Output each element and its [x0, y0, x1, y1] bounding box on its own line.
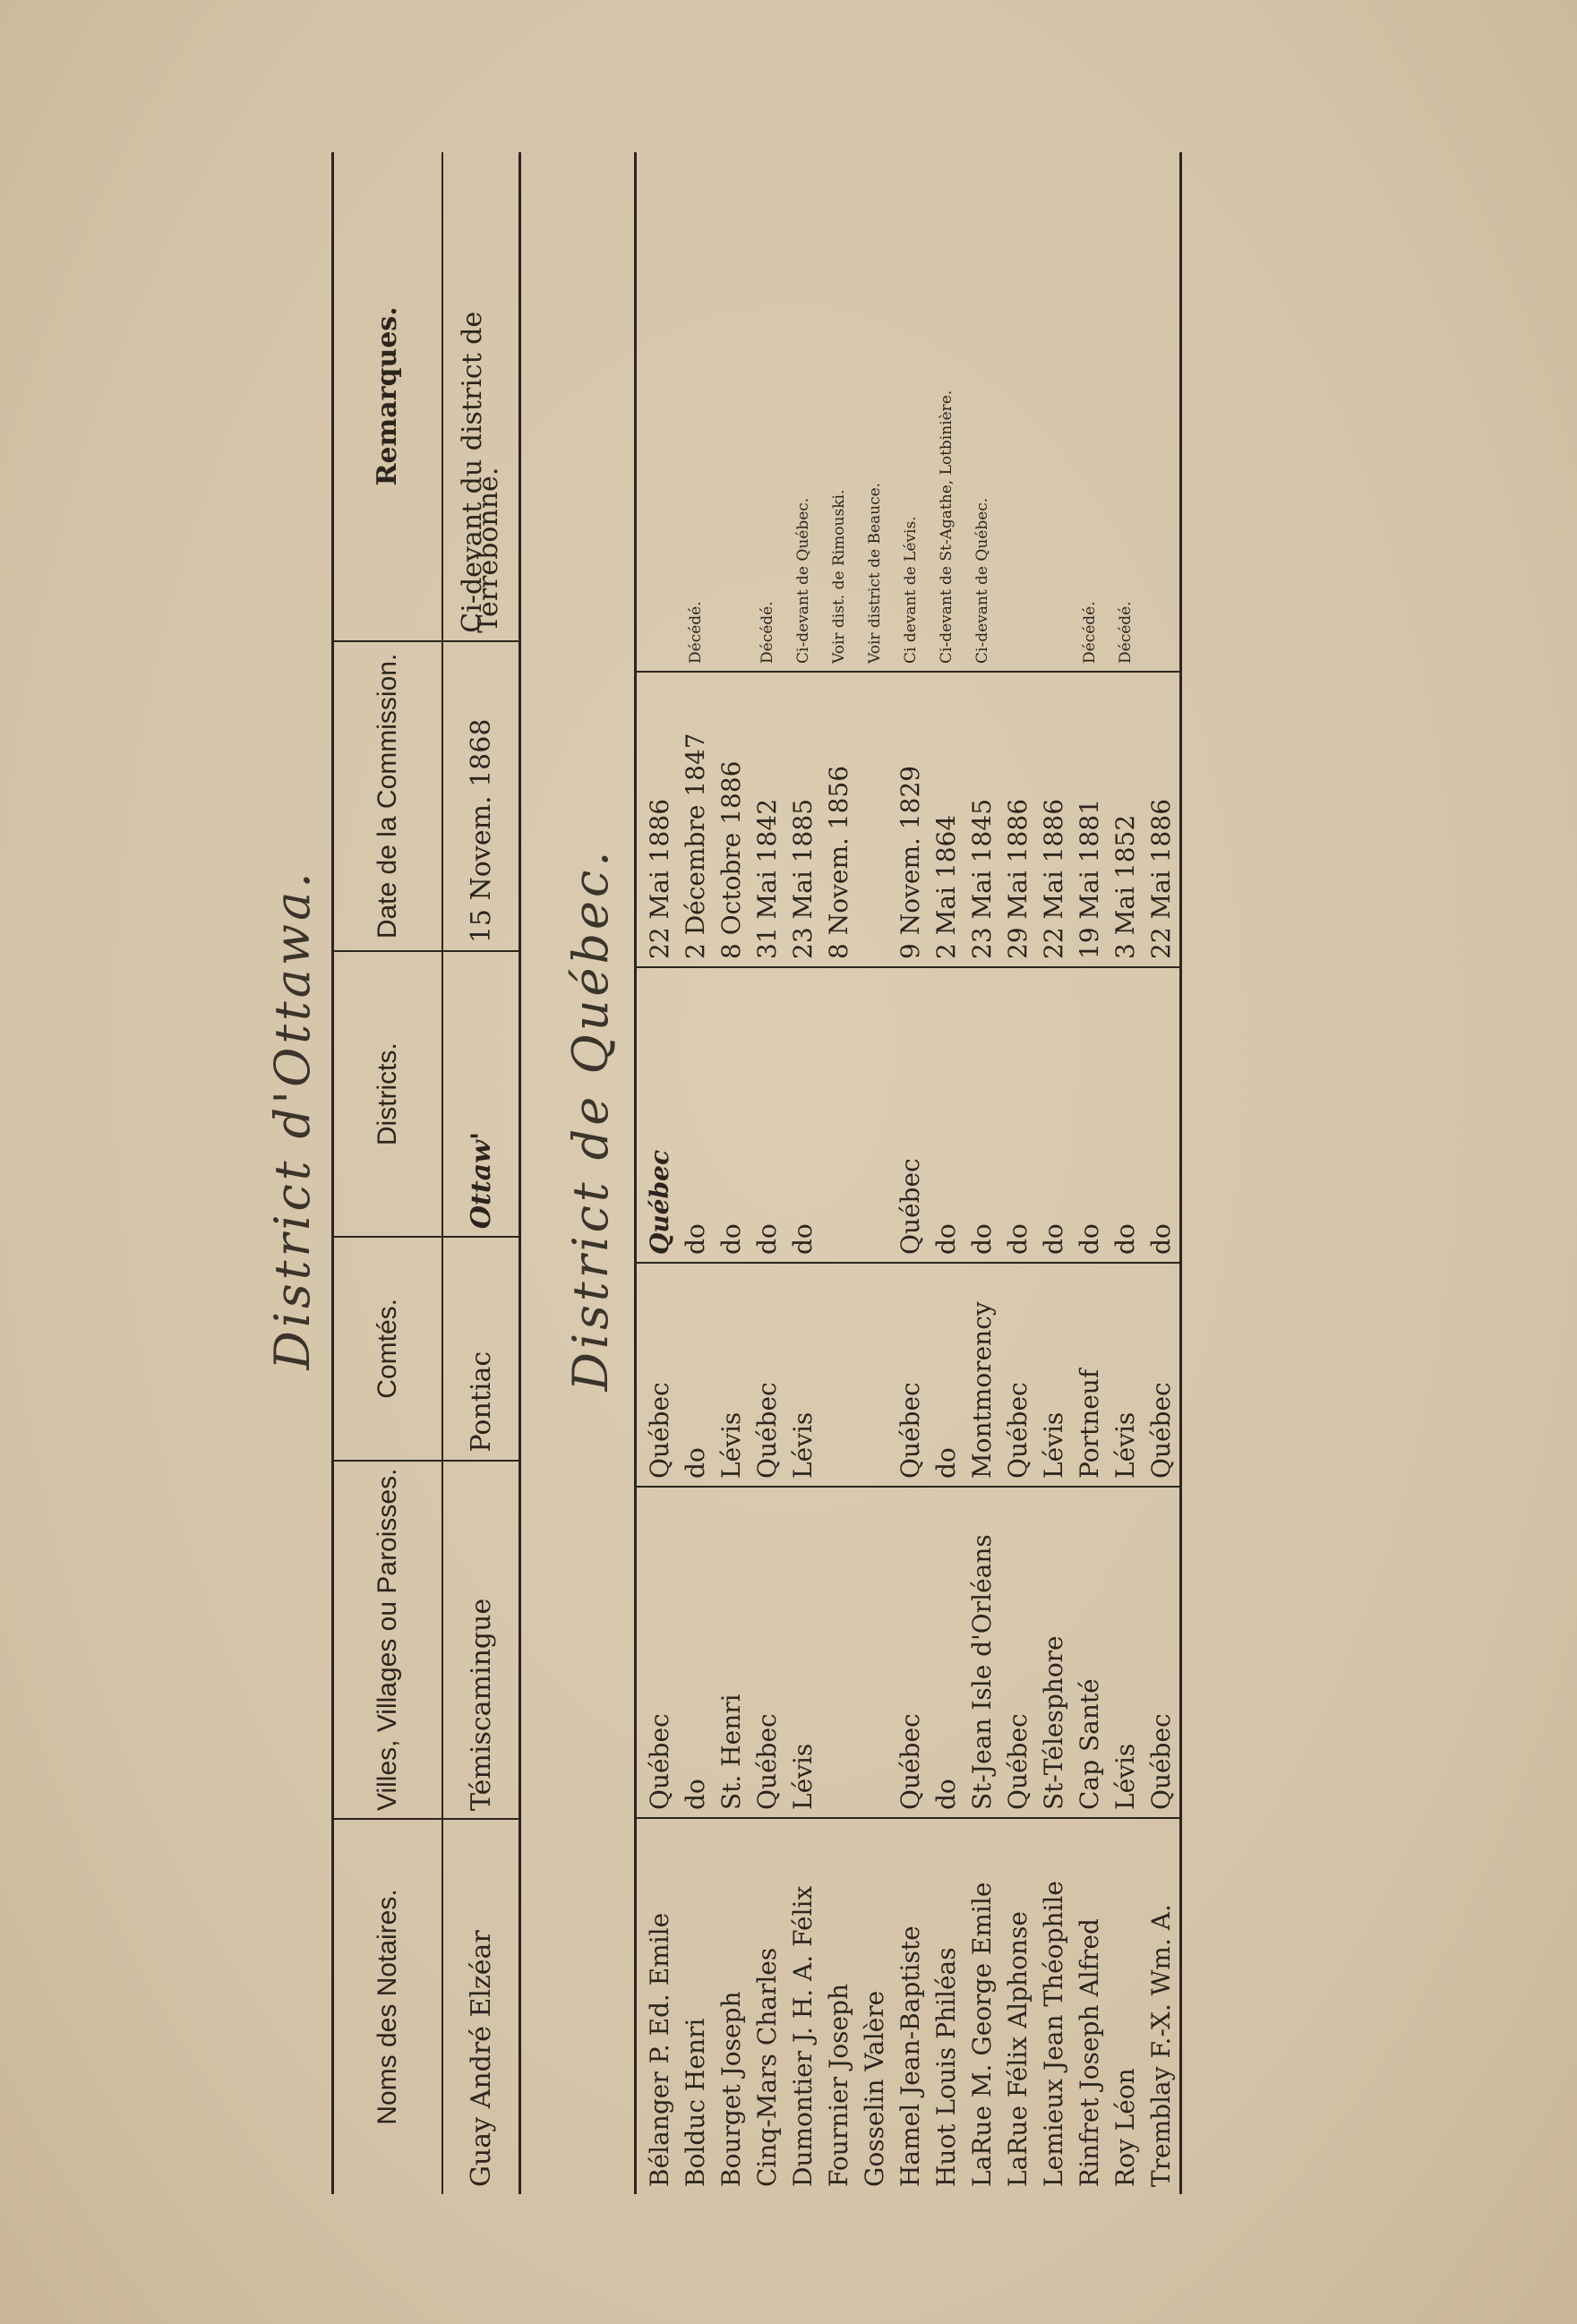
cell-name: Fournier Joseph — [824, 1984, 853, 2187]
section-title-ottawa: District d'Ottawa. — [264, 869, 321, 1370]
cell-place: Témiscamingue — [442, 1461, 520, 1819]
cell-comte: Lévis — [785, 1263, 821, 1487]
cell-comte: Lévis — [1036, 1263, 1072, 1487]
cell-remarks — [636, 152, 679, 672]
cell-remarks: Ci-devant de St-Agathe, Lotbinière. — [929, 152, 964, 672]
cell-district: do — [678, 967, 714, 1263]
cell-place: Québec — [750, 1487, 785, 1818]
table-row — [964, 152, 1000, 2194]
table-row — [821, 152, 857, 2194]
cell-district — [821, 967, 857, 1263]
cell-date: 9 Novem. 1829 — [893, 672, 929, 967]
cell-remarks: Décédé. — [1072, 152, 1108, 672]
cell-place: Cap Santé — [1072, 1487, 1108, 1818]
cell-place: Québec — [1144, 1487, 1181, 1818]
cell-district: do — [714, 967, 750, 1263]
cell-comte: Québec — [1144, 1263, 1181, 1487]
table-row — [678, 152, 714, 2194]
rotated-content — [143, 45, 1397, 2194]
cell-district: do — [1036, 967, 1072, 1263]
cell-district: Québec — [636, 967, 679, 1263]
cell-date: 23 Mai 1845 — [964, 672, 1000, 967]
cell-place: Lévis — [785, 1487, 821, 1818]
cell-district: do — [929, 967, 964, 1263]
ottawa-table — [331, 152, 521, 2194]
cell-name: Bélanger P. Ed. Emile — [645, 1912, 674, 2187]
cell-date: 31 Mai 1842 — [750, 672, 785, 967]
cell-name: Bourget Joseph — [716, 1991, 746, 2187]
header-date: Date de la Commission. — [333, 641, 443, 951]
cell-comte: Lévis — [714, 1263, 750, 1487]
cell-remarks — [714, 152, 750, 672]
table-row — [442, 152, 520, 2194]
cell-district: do — [964, 967, 1000, 1263]
cell-district: do — [1072, 967, 1108, 1263]
cell-comte: Québec — [1000, 1263, 1036, 1487]
cell-remarks: Ci-devant de Québec. — [785, 152, 821, 672]
table-row — [857, 152, 893, 2194]
table-row — [636, 152, 679, 2194]
cell-comte: Québec — [636, 1263, 679, 1487]
cell-date: 22 Mai 1886 — [1036, 672, 1072, 967]
cell-remarks: Ci devant de Lévis. — [893, 152, 929, 672]
section-title-quebec: District de Québec. — [562, 847, 619, 1392]
cell-date: 15 Novem. 1868 — [442, 641, 520, 951]
cell-place: Québec — [636, 1487, 679, 1818]
table-row — [785, 152, 821, 2194]
cell-date: 3 Mai 1852 — [1108, 672, 1144, 967]
cell-date: 2 Mai 1864 — [929, 672, 964, 967]
cell-place: St-Jean Isle d'Orléans — [964, 1487, 1000, 1818]
cell-name: Lemieux Jean Théophile — [1039, 1881, 1068, 2187]
cell-comte: do — [929, 1263, 964, 1487]
cell-district: do — [785, 967, 821, 1263]
cell-district: do — [1144, 967, 1181, 1263]
cell-date: 19 Mai 1881 — [1072, 672, 1108, 967]
table-row — [1072, 152, 1108, 2194]
table-row — [1108, 152, 1144, 2194]
cell-place: do — [929, 1487, 964, 1818]
cell-remarks: Ci-devant de Québec. — [964, 152, 1000, 672]
cell-date: 23 Mai 1885 — [785, 672, 821, 967]
cell-place: St. Henri — [714, 1487, 750, 1818]
cell-place — [821, 1487, 857, 1818]
table-header-row — [333, 152, 443, 2194]
cell-place: Québec — [893, 1487, 929, 1818]
table-row — [893, 152, 929, 2194]
cell-name: Rinfret Joseph Alfred — [1075, 1918, 1104, 2187]
header-district: Districts. — [333, 951, 443, 1237]
cell-remarks: Décédé. — [750, 152, 785, 672]
cell-district: Ottaw' — [442, 951, 520, 1237]
cell-place — [857, 1487, 893, 1818]
cell-date: 29 Mai 1886 — [1000, 672, 1036, 967]
table-row — [1144, 152, 1181, 2194]
cell-district: do — [1000, 967, 1036, 1263]
cell-remarks: Voir dist. de Rimouski. — [821, 152, 857, 672]
cell-name: Roy Léon — [1110, 2068, 1140, 2187]
cell-date: 2 Décembre 1847 — [678, 672, 714, 967]
cell-district: do — [750, 967, 785, 1263]
cell-comte: Québec — [750, 1263, 785, 1487]
cell-place: do — [678, 1487, 714, 1818]
cell-date: 22 Mai 1886 — [1144, 672, 1181, 967]
cell-name: Guay André Elzéar — [465, 1930, 497, 2187]
cell-remarks: Décédé. — [678, 152, 714, 672]
cell-remarks: Voir district de Beauce. — [857, 152, 893, 672]
cell-name: Bolduc Henri — [681, 2018, 710, 2187]
cell-comte: Pontiac — [442, 1237, 520, 1460]
cell-name: Dumontier J. H. A. Félix — [788, 1885, 818, 2187]
cell-date: 8 Octobre 1886 — [714, 672, 750, 967]
cell-name: Tremblay F.-X. Wm. A. — [1146, 1904, 1176, 2187]
cell-remarks: Décédé. — [1108, 152, 1144, 672]
cell-comte — [857, 1263, 893, 1487]
cell-date: 22 Mai 1886 — [636, 672, 679, 967]
cell-remarks — [1000, 152, 1036, 672]
cell-name: Huot Louis Philéas — [931, 1947, 961, 2187]
cell-remarks: Ci-devant du district de Terrebonne. — [442, 152, 520, 641]
cell-comte: do — [678, 1263, 714, 1487]
table-row — [1036, 152, 1072, 2194]
cell-comte — [821, 1263, 857, 1487]
cell-name: LaRue M. George Emile — [967, 1882, 997, 2187]
table-row — [714, 152, 750, 2194]
quebec-table — [634, 152, 1182, 2194]
table-row — [750, 152, 785, 2194]
cell-place: St-Télesphore — [1036, 1487, 1072, 1818]
cell-place: Québec — [1000, 1487, 1036, 1818]
header-remarks: Remarques. — [333, 152, 443, 641]
cell-name: Gosselin Valère — [860, 1990, 889, 2187]
cell-comte: Québec — [893, 1263, 929, 1487]
cell-comte: Portneuf — [1072, 1263, 1108, 1487]
cell-district: Québec — [893, 967, 929, 1263]
cell-place: Lévis — [1108, 1487, 1144, 1818]
cell-name: Hamel Jean-Baptiste — [896, 1925, 925, 2187]
table-row — [1000, 152, 1036, 2194]
cell-name: Cinq-Mars Charles — [752, 1947, 782, 2187]
header-name: Noms des Notaires. — [333, 1819, 443, 2194]
table-row — [929, 152, 964, 2194]
cell-date — [857, 672, 893, 967]
cell-district: do — [1108, 967, 1144, 1263]
cell-name: LaRue Félix Alphonse — [1003, 1911, 1033, 2187]
header-comte: Comtés. — [333, 1237, 443, 1460]
cell-date: 8 Novem. 1856 — [821, 672, 857, 967]
cell-district — [857, 967, 893, 1263]
cell-comte: Lévis — [1108, 1263, 1144, 1487]
cell-remarks — [1036, 152, 1072, 672]
header-place: Villes, Villages ou Paroisses. — [333, 1461, 443, 1819]
cell-remarks — [1144, 152, 1181, 672]
cell-comte: Montmorency — [964, 1263, 1000, 1487]
